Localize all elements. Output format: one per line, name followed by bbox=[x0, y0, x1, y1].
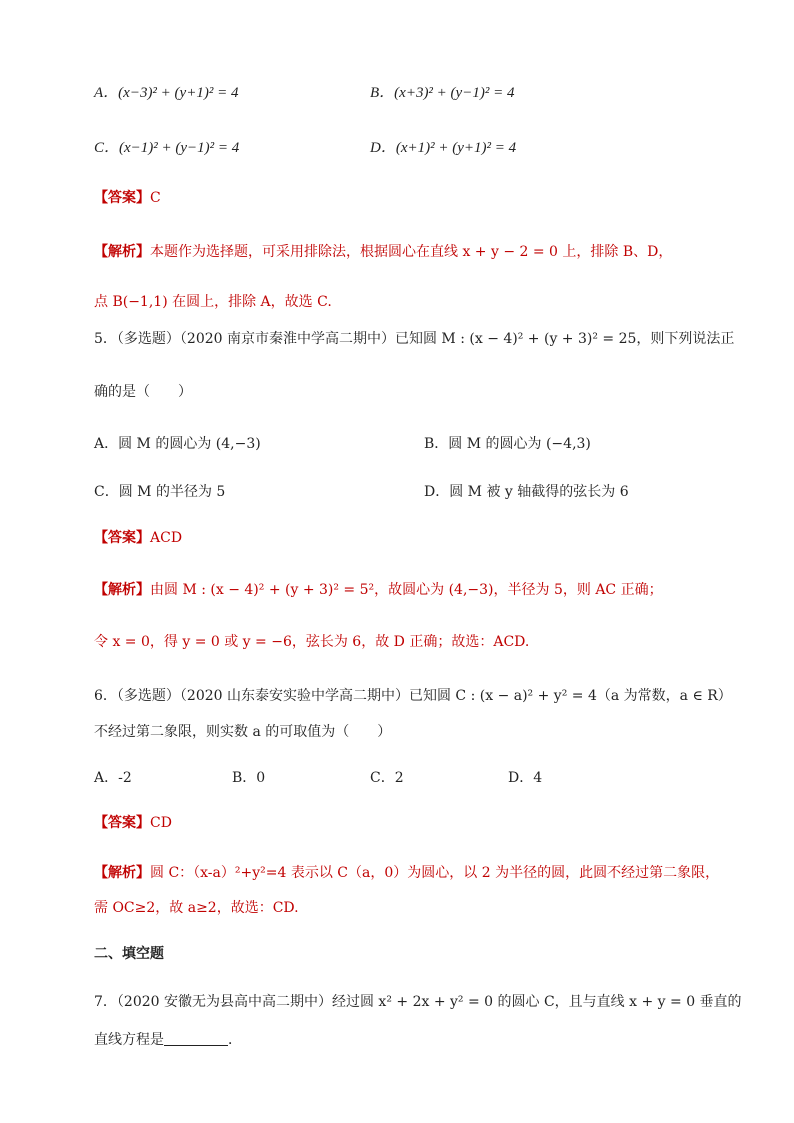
answer-tag: 【答案】 bbox=[94, 814, 150, 830]
q5-analysis-line-1 bbox=[94, 579, 663, 600]
q6-analysis-line-1 bbox=[94, 862, 719, 883]
analysis-text: 由圆 M : (x − 4)² + (y + 3)² = 5²，故圆心为 (4,−3)，半径为 5，则 AC 正确； bbox=[150, 582, 663, 598]
q5-stem-line-2: 确的是（ ） bbox=[94, 384, 192, 400]
q6-answer bbox=[94, 812, 172, 833]
answer-tag: 【答案】 bbox=[94, 529, 150, 545]
q7-stem-line-2 bbox=[94, 1030, 242, 1050]
q6-analysis-line-2: 需 OC≥2，故 a≥2，故选：CD. bbox=[94, 900, 299, 916]
q4-option-a: A．(x−3)² + (y+1)² = 4 bbox=[94, 85, 239, 101]
q6-option-c: C．2 bbox=[370, 770, 404, 786]
q7-stem-line-1: 7．（2020 安徽无为县高中高二期中）经过圆 x² + 2x + y² = 0 的圆心 C，且与直线 x + y = 0 垂直的 bbox=[94, 994, 742, 1010]
q5-stem-line-1: 5．（多选题）（2020 南京市秦淮中学高二期中）已知圆 M : (x − 4)² + (y + 3)² = 25，则下列说法正 bbox=[94, 331, 735, 347]
q5-option-a: A．圆 M 的圆心为 (4,−3) bbox=[94, 436, 261, 452]
q6-stem-line-1: 6．（多选题）（2020 山东泰安实验中学高二期中）已知圆 C : (x − a)² + y² = 4（a 为常数，a ∈ R） bbox=[94, 688, 732, 704]
q4-option-c: C．(x−1)² + (y−1)² = 4 bbox=[94, 140, 240, 156]
analysis-tag: 【解析】 bbox=[94, 243, 150, 259]
q6-option-d: D．4 bbox=[508, 770, 543, 786]
analysis-tag: 【解析】 bbox=[94, 581, 150, 597]
q4-answer bbox=[94, 187, 161, 208]
answer-blank bbox=[164, 1031, 228, 1046]
analysis-text: 圆 C：（x-a）²+y²=4 表示以 C（a，0）为圆心，以 2 为半径的圆，此圆不经过第二象限， bbox=[150, 865, 720, 881]
answer-value: ACD bbox=[150, 530, 183, 546]
q5-option-b: B．圆 M 的圆心为 (−4,3) bbox=[424, 436, 591, 452]
answer-tag: 【答案】 bbox=[94, 189, 150, 205]
q4-analysis-line-1 bbox=[94, 241, 672, 262]
q6-option-b: B．0 bbox=[232, 770, 266, 786]
section-title: 二、填空题 bbox=[94, 946, 164, 962]
q7-stem-prefix: 直线方程是 bbox=[94, 1032, 164, 1048]
q5-answer bbox=[94, 527, 182, 548]
q4-analysis-line-2: 点 B(−1,1) 在圆上，排除 A，故选 C. bbox=[94, 294, 332, 310]
q6-stem-line-2: 不经过第二象限，则实数 a 的可取值为（ ） bbox=[94, 724, 392, 740]
q4-option-d: D．(x+1)² + (y+1)² = 4 bbox=[370, 140, 517, 156]
answer-value: C bbox=[150, 190, 161, 206]
analysis-text: 本题作为选择题，可采用排除法，根据圆心在直线 x + y − 2 = 0 上，排除 B、D， bbox=[150, 244, 673, 260]
q5-analysis-line-2: 令 x = 0，得 y = 0 或 y = −6，弦长为 6，故 D 正确；故选：ACD. bbox=[94, 634, 530, 650]
q5-option-c: C．圆 M 的半径为 5 bbox=[94, 484, 226, 500]
q7-stem-suffix: ． bbox=[228, 1032, 242, 1048]
q6-option-a: A．-2 bbox=[94, 770, 132, 786]
answer-value: CD bbox=[150, 815, 172, 831]
analysis-tag: 【解析】 bbox=[94, 864, 150, 880]
q5-option-d: D．圆 M 被 y 轴截得的弦长为 6 bbox=[424, 484, 629, 500]
q4-option-b: B．(x+3)² + (y−1)² = 4 bbox=[370, 85, 515, 101]
